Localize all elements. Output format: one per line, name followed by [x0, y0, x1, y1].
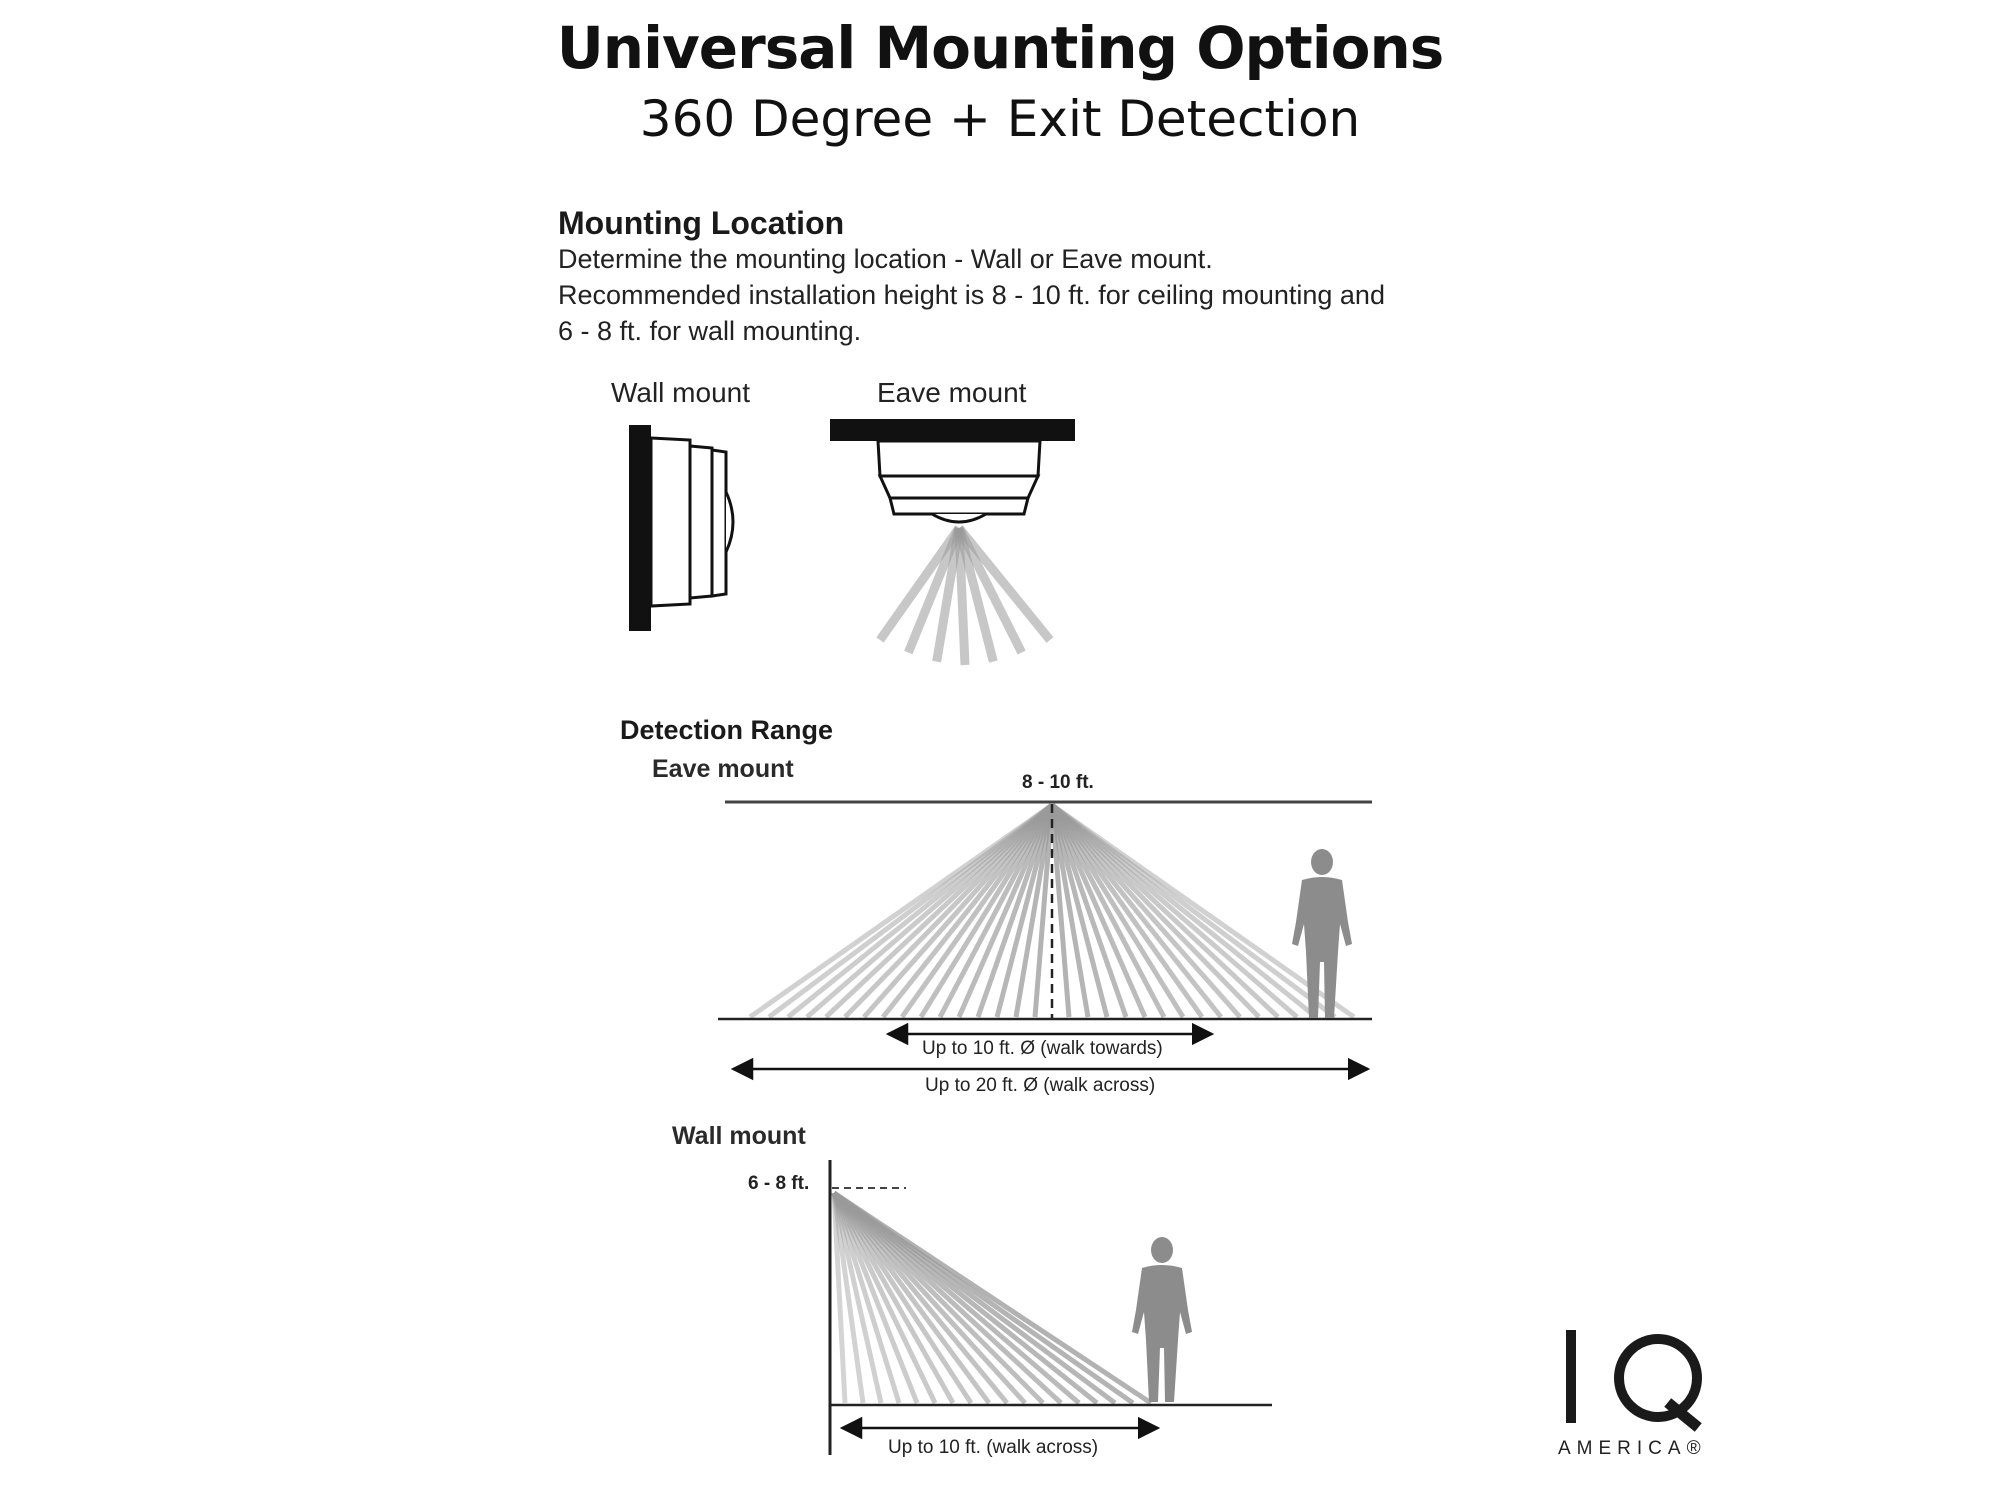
iq-america-logo — [1566, 1330, 1697, 1424]
wall-person-icon — [1132, 1237, 1192, 1402]
page-subtitle: 360 Degree + Exit Detection — [639, 90, 1361, 148]
page-title: Universal Mounting Options — [556, 14, 1444, 82]
walk-across-label: Up to 20 ft. Ø (walk across) — [925, 1075, 1156, 1096]
mounting-location-line: 6 - 8 ft. for wall mounting. — [558, 316, 862, 346]
eave-mount-label: Eave mount — [877, 377, 1027, 408]
mounting-location-heading: Mounting Location — [558, 205, 845, 241]
logo-i — [1566, 1330, 1576, 1423]
wall-range-label: Wall mount — [672, 1122, 806, 1150]
wall-mount-device — [629, 425, 733, 631]
detection-range-heading: Detection Range — [620, 715, 834, 745]
mounting-location-line: Recommended installation height is 8 - 10 ft. for ceiling mounting and — [558, 280, 1385, 310]
eave-height-label: 8 - 10 ft. — [1022, 772, 1094, 793]
logo-text: AMERICA® — [1558, 1438, 1707, 1459]
wall-height-label: 6 - 8 ft. — [748, 1173, 810, 1194]
eave-mount-device — [830, 419, 1075, 665]
beam-ray — [834, 1193, 1151, 1403]
eave-range-label: Eave mount — [652, 755, 794, 783]
wall-mount-label: Wall mount — [611, 377, 751, 408]
eave-device-beams — [880, 528, 1050, 665]
mounting-location-line: Determine the mounting location - Wall or Eave mount. — [558, 244, 1213, 274]
wall-range-diagram — [830, 1160, 1272, 1455]
wall-detection-beams — [834, 1193, 1151, 1403]
walk-towards-label: Up to 10 ft. Ø (walk towards) — [922, 1038, 1163, 1059]
logo-q — [1619, 1339, 1697, 1417]
wall-plate — [629, 425, 651, 631]
wall-walk-across-label: Up to 10 ft. (walk across) — [888, 1437, 1099, 1458]
eave-range-diagram — [718, 802, 1372, 1069]
eave-plate — [830, 419, 1075, 441]
